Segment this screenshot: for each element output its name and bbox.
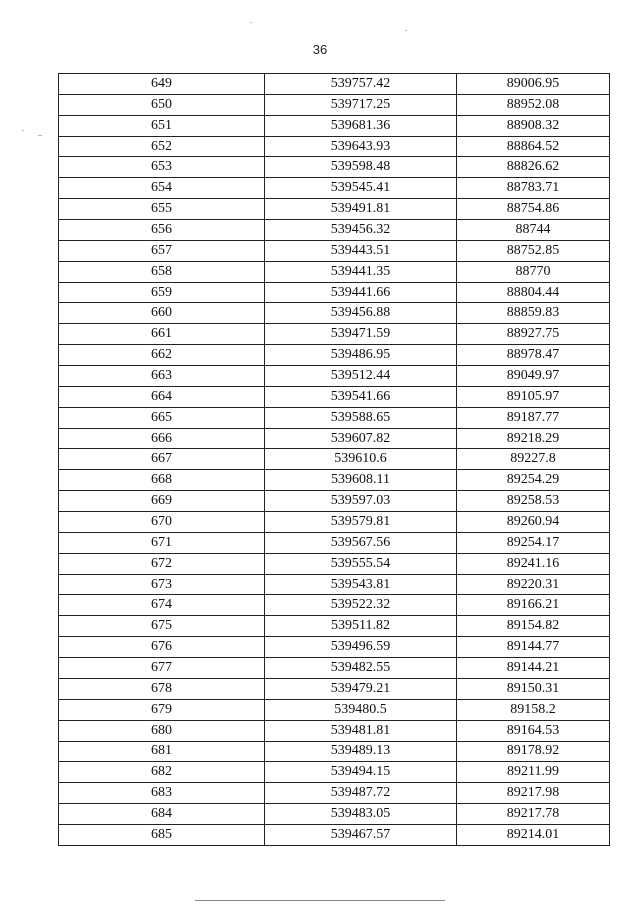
- table-row: [59, 824, 610, 845]
- x-coordinate-cell: 539717.25: [265, 94, 457, 115]
- x-coordinate-cell: 539545.41: [265, 178, 457, 199]
- point-number-cell: 663: [59, 366, 265, 387]
- table-row: [59, 178, 610, 199]
- point-number-cell: 651: [59, 115, 265, 136]
- table-row: [59, 720, 610, 741]
- y-coordinate-cell: 89258.53: [457, 491, 610, 512]
- point-number-cell: 655: [59, 199, 265, 220]
- point-number-cell: 681: [59, 741, 265, 762]
- table-row: [59, 324, 610, 345]
- x-coordinate-cell: 539598.48: [265, 157, 457, 178]
- y-coordinate-cell: 88859.83: [457, 303, 610, 324]
- page-number: 36: [312, 42, 328, 57]
- x-coordinate-cell: 539494.15: [265, 762, 457, 783]
- point-number-cell: 650: [59, 94, 265, 115]
- x-coordinate-cell: 539681.36: [265, 115, 457, 136]
- table-row: [59, 741, 610, 762]
- x-coordinate-cell: 539543.81: [265, 574, 457, 595]
- table-row: [59, 74, 610, 95]
- y-coordinate-cell: 88752.85: [457, 240, 610, 261]
- table-row: [59, 261, 610, 282]
- y-coordinate-cell: 89187.77: [457, 407, 610, 428]
- point-number-cell: 671: [59, 532, 265, 553]
- footer-rule: [195, 900, 445, 901]
- y-coordinate-cell: 88978.47: [457, 345, 610, 366]
- table-row: [59, 428, 610, 449]
- x-coordinate-cell: 539467.57: [265, 824, 457, 845]
- table-row: [59, 94, 610, 115]
- x-coordinate-cell: 539541.66: [265, 386, 457, 407]
- y-coordinate-cell: 89144.21: [457, 658, 610, 679]
- x-coordinate-cell: 539471.59: [265, 324, 457, 345]
- table-row: [59, 699, 610, 720]
- table-row: [59, 491, 610, 512]
- point-number-cell: 662: [59, 345, 265, 366]
- table-row: [59, 658, 610, 679]
- point-number-cell: 658: [59, 261, 265, 282]
- y-coordinate-cell: 88783.71: [457, 178, 610, 199]
- y-coordinate-cell: 89254.17: [457, 532, 610, 553]
- x-coordinate-cell: 539555.54: [265, 553, 457, 574]
- x-coordinate-cell: 539511.82: [265, 616, 457, 637]
- y-coordinate-cell: 89214.01: [457, 824, 610, 845]
- x-coordinate-cell: 539441.66: [265, 282, 457, 303]
- x-coordinate-cell: 539643.93: [265, 136, 457, 157]
- table-row: [59, 220, 610, 241]
- scan-speck: [22, 130, 24, 131]
- y-coordinate-cell: 89150.31: [457, 678, 610, 699]
- y-coordinate-cell: 88744: [457, 220, 610, 241]
- y-coordinate-cell: 88952.08: [457, 94, 610, 115]
- point-number-cell: 670: [59, 512, 265, 533]
- coordinates-table: [58, 73, 610, 846]
- y-coordinate-cell: 89006.95: [457, 74, 610, 95]
- y-coordinate-cell: 89154.82: [457, 616, 610, 637]
- table-row: [59, 678, 610, 699]
- y-coordinate-cell: 89254.29: [457, 470, 610, 491]
- table-row: [59, 762, 610, 783]
- x-coordinate-cell: 539441.35: [265, 261, 457, 282]
- point-number-cell: 649: [59, 74, 265, 95]
- x-coordinate-cell: 539489.13: [265, 741, 457, 762]
- y-coordinate-cell: 89166.21: [457, 595, 610, 616]
- point-number-cell: 676: [59, 637, 265, 658]
- point-number-cell: 667: [59, 449, 265, 470]
- x-coordinate-cell: 539482.55: [265, 658, 457, 679]
- x-coordinate-cell: 539512.44: [265, 366, 457, 387]
- point-number-cell: 654: [59, 178, 265, 199]
- y-coordinate-cell: 89164.53: [457, 720, 610, 741]
- point-number-cell: 659: [59, 282, 265, 303]
- y-coordinate-cell: 89211.99: [457, 762, 610, 783]
- point-number-cell: 674: [59, 595, 265, 616]
- y-coordinate-cell: 89218.29: [457, 428, 610, 449]
- table-row: [59, 303, 610, 324]
- point-number-cell: 653: [59, 157, 265, 178]
- x-coordinate-cell: 539757.42: [265, 74, 457, 95]
- point-number-cell: 675: [59, 616, 265, 637]
- x-coordinate-cell: 539483.05: [265, 804, 457, 825]
- table-row: [59, 595, 610, 616]
- table-row: [59, 282, 610, 303]
- y-coordinate-cell: 88754.86: [457, 199, 610, 220]
- y-coordinate-cell: 89217.78: [457, 804, 610, 825]
- x-coordinate-cell: 539479.21: [265, 678, 457, 699]
- point-number-cell: 657: [59, 240, 265, 261]
- y-coordinate-cell: 88864.52: [457, 136, 610, 157]
- point-number-cell: 661: [59, 324, 265, 345]
- point-number-cell: 684: [59, 804, 265, 825]
- table-row: [59, 574, 610, 595]
- point-number-cell: 680: [59, 720, 265, 741]
- point-number-cell: 660: [59, 303, 265, 324]
- x-coordinate-cell: 539607.82: [265, 428, 457, 449]
- point-number-cell: 669: [59, 491, 265, 512]
- x-coordinate-cell: 539456.88: [265, 303, 457, 324]
- y-coordinate-cell: 89105.97: [457, 386, 610, 407]
- x-coordinate-cell: 539567.56: [265, 532, 457, 553]
- y-coordinate-cell: 89227.8: [457, 449, 610, 470]
- table-row: [59, 783, 610, 804]
- table-row: [59, 470, 610, 491]
- x-coordinate-cell: 539588.65: [265, 407, 457, 428]
- table-row: [59, 512, 610, 533]
- point-number-cell: 668: [59, 470, 265, 491]
- point-number-cell: 677: [59, 658, 265, 679]
- table-row: [59, 553, 610, 574]
- x-coordinate-cell: 539610.6: [265, 449, 457, 470]
- table-row: [59, 637, 610, 658]
- point-number-cell: 672: [59, 553, 265, 574]
- point-number-cell: 665: [59, 407, 265, 428]
- table-row: [59, 136, 610, 157]
- y-coordinate-cell: 89260.94: [457, 512, 610, 533]
- table-row: [59, 407, 610, 428]
- scan-speck: [250, 22, 252, 23]
- table-row: [59, 386, 610, 407]
- x-coordinate-cell: 539496.59: [265, 637, 457, 658]
- point-number-cell: 678: [59, 678, 265, 699]
- table-row: [59, 115, 610, 136]
- table-row: [59, 616, 610, 637]
- y-coordinate-cell: 89220.31: [457, 574, 610, 595]
- point-number-cell: 682: [59, 762, 265, 783]
- y-coordinate-cell: 88908.32: [457, 115, 610, 136]
- y-coordinate-cell: 89049.97: [457, 366, 610, 387]
- point-number-cell: 673: [59, 574, 265, 595]
- x-coordinate-cell: 539579.81: [265, 512, 457, 533]
- table-row: [59, 804, 610, 825]
- y-coordinate-cell: 89178.92: [457, 741, 610, 762]
- point-number-cell: 666: [59, 428, 265, 449]
- x-coordinate-cell: 539481.81: [265, 720, 457, 741]
- x-coordinate-cell: 539480.5: [265, 699, 457, 720]
- x-coordinate-cell: 539491.81: [265, 199, 457, 220]
- y-coordinate-cell: 88826.62: [457, 157, 610, 178]
- y-coordinate-cell: 88927.75: [457, 324, 610, 345]
- x-coordinate-cell: 539487.72: [265, 783, 457, 804]
- x-coordinate-cell: 539443.51: [265, 240, 457, 261]
- point-number-cell: 683: [59, 783, 265, 804]
- table-row: [59, 345, 610, 366]
- scan-speck: [405, 30, 407, 31]
- point-number-cell: 656: [59, 220, 265, 241]
- x-coordinate-cell: 539456.32: [265, 220, 457, 241]
- table-row: [59, 157, 610, 178]
- table-row: [59, 449, 610, 470]
- table-row: [59, 366, 610, 387]
- x-coordinate-cell: 539597.03: [265, 491, 457, 512]
- scan-speck: [38, 135, 42, 136]
- y-coordinate-cell: 89158.2: [457, 699, 610, 720]
- table-row: [59, 240, 610, 261]
- point-number-cell: 652: [59, 136, 265, 157]
- y-coordinate-cell: 88770: [457, 261, 610, 282]
- y-coordinate-cell: 89144.77: [457, 637, 610, 658]
- coordinates-table-body: [59, 74, 610, 846]
- x-coordinate-cell: 539486.95: [265, 345, 457, 366]
- x-coordinate-cell: 539522.32: [265, 595, 457, 616]
- table-row: [59, 199, 610, 220]
- table-row: [59, 532, 610, 553]
- point-number-cell: 664: [59, 386, 265, 407]
- y-coordinate-cell: 88804.44: [457, 282, 610, 303]
- point-number-cell: 679: [59, 699, 265, 720]
- point-number-cell: 685: [59, 824, 265, 845]
- y-coordinate-cell: 89217.98: [457, 783, 610, 804]
- y-coordinate-cell: 89241.16: [457, 553, 610, 574]
- x-coordinate-cell: 539608.11: [265, 470, 457, 491]
